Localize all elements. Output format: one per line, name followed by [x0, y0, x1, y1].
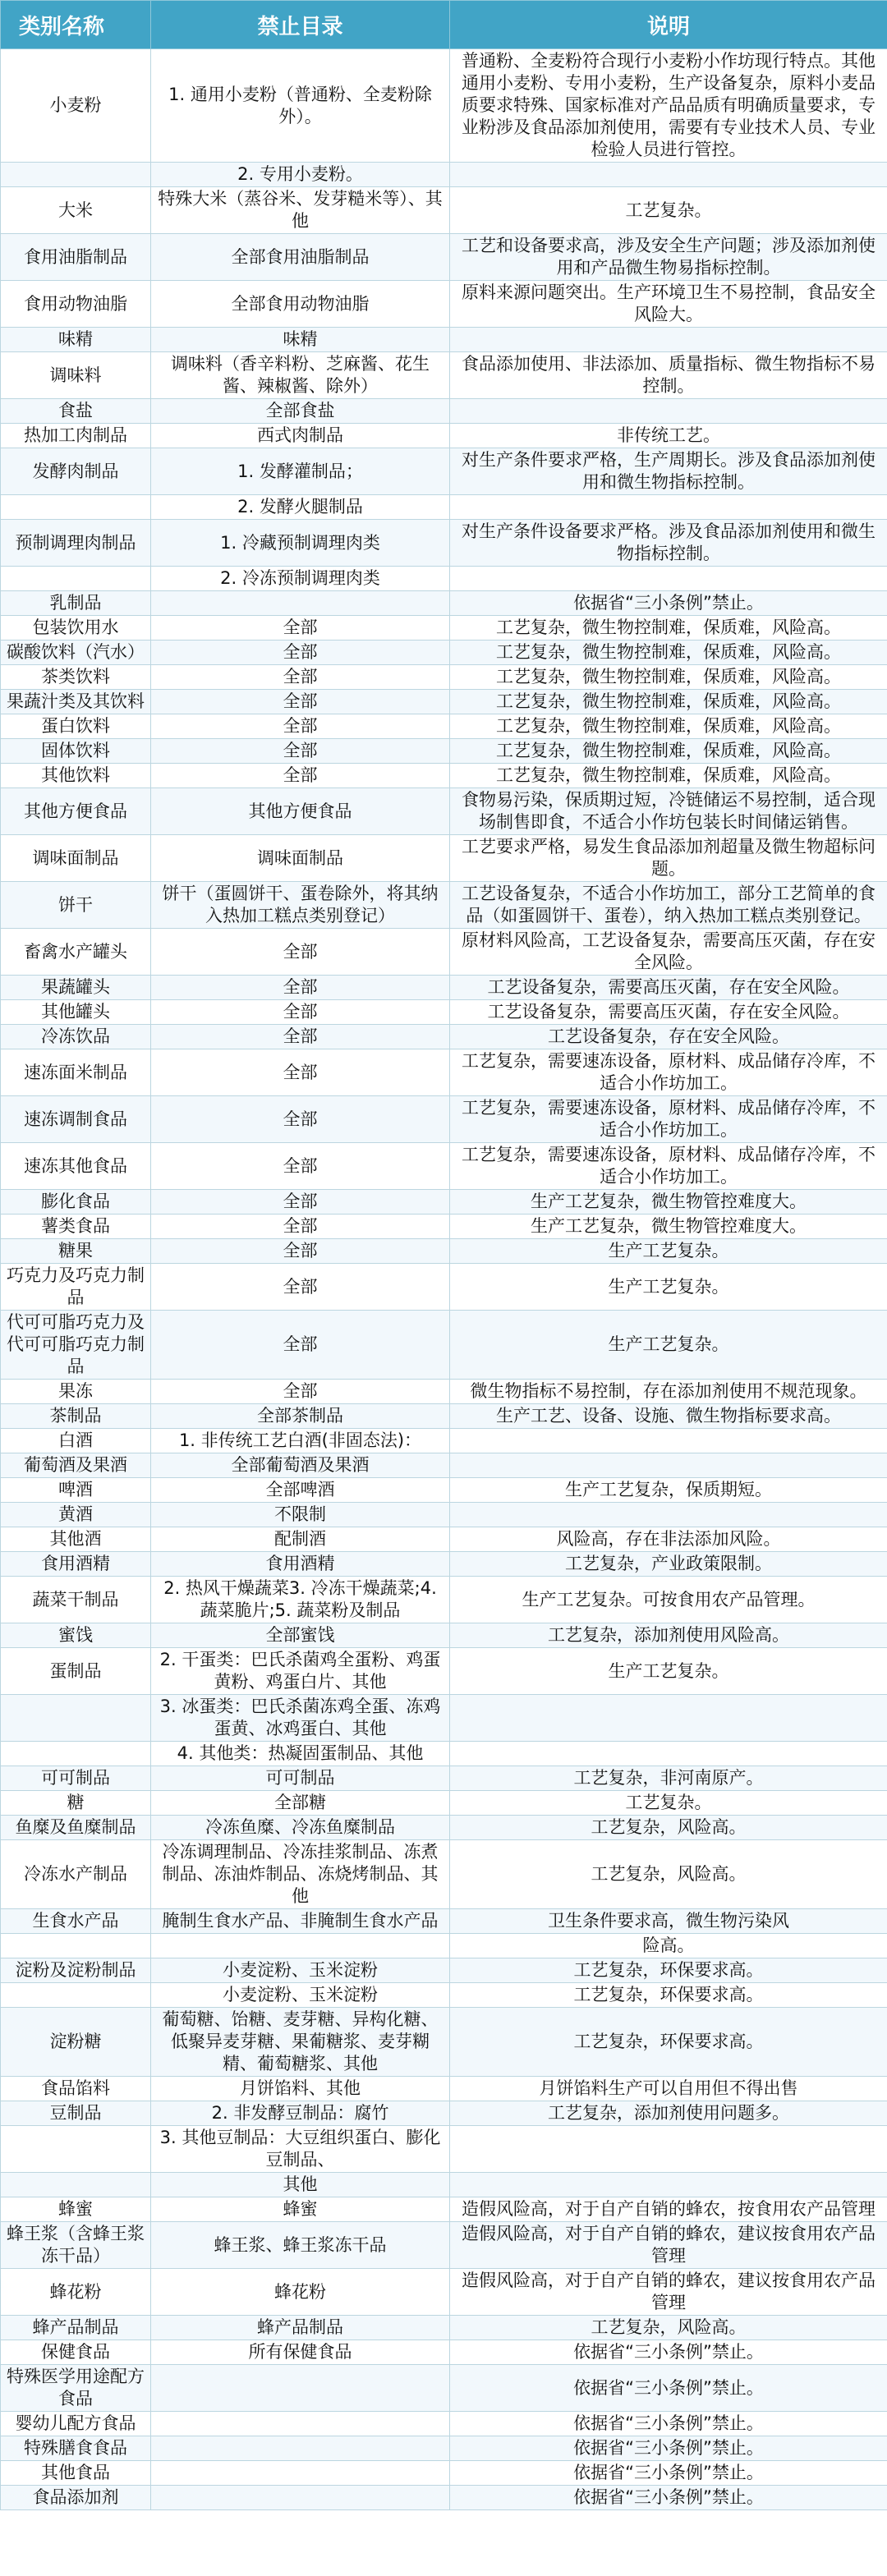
cell-category: 可可制品: [1, 1766, 151, 1791]
cell-prohibited: 蜂产品制品: [151, 2316, 450, 2340]
cell-explanation: [450, 1453, 887, 1478]
header-explanation: 说明: [450, 1, 887, 49]
table-row: [1, 2412, 887, 2436]
cell-prohibited: 月饼馅料、其他: [151, 2077, 450, 2101]
cell-prohibited: 全部糖: [151, 1791, 450, 1816]
table-row: [1, 641, 887, 665]
table-row: [1, 2101, 887, 2126]
cell-prohibited: 蜂王浆、蜂王浆冻干品: [151, 2222, 450, 2269]
cell-explanation: 工艺复杂，微生物控制难，保质难，风险高。: [450, 739, 887, 764]
cell-explanation: 依据省“三小条例”禁止。: [450, 2436, 887, 2461]
cell-category: 果冻: [1, 1380, 151, 1404]
cell-category: 鱼糜及鱼糜制品: [1, 1816, 151, 1840]
cell-category: 蜂产品制品: [1, 2316, 151, 2340]
cell-category: 饼干: [1, 882, 151, 929]
cell-prohibited: 全部: [151, 714, 450, 739]
cell-prohibited: 特殊大米（蒸谷米、发芽糙米等）、其他: [151, 187, 450, 234]
cell-prohibited: 全部: [151, 1215, 450, 1239]
table-row: [1, 1840, 887, 1909]
table-row: [1, 2008, 887, 2077]
cell-explanation: 依据省“三小条例”禁止。: [450, 2340, 887, 2365]
cell-category: 碳酸饮料（汽水）: [1, 641, 151, 665]
cell-prohibited: 小麦淀粉、玉米淀粉: [151, 1958, 450, 1983]
table-row: [1, 1695, 887, 1742]
cell-category: 其他饮料: [1, 764, 151, 788]
cell-category: [1, 2126, 151, 2173]
cell-prohibited: 1. 通用小麦粉（普通粉、全麦粉除外）。: [151, 49, 450, 163]
cell-explanation: [450, 2126, 887, 2173]
cell-explanation: [450, 163, 887, 187]
table-row: [1, 739, 887, 764]
cell-prohibited: 全部: [151, 665, 450, 690]
cell-explanation: 食品添加使用、非法添加、质量指标、微生物指标不易控制。: [450, 352, 887, 399]
cell-explanation: 工艺复杂，微生物控制难，保质难，风险高。: [450, 714, 887, 739]
table-row: [1, 1742, 887, 1766]
cell-explanation: 工艺复杂，微生物控制难，保质难，风险高。: [450, 641, 887, 665]
cell-prohibited: 全部: [151, 690, 450, 714]
cell-explanation: 生产工艺复杂，保质期短。: [450, 1478, 887, 1503]
table-row: [1, 714, 887, 739]
cell-explanation: 工艺复杂，环保要求高。: [450, 1958, 887, 1983]
cell-explanation: 生产工艺复杂，微生物管控难度大。: [450, 1190, 887, 1215]
cell-category: 蔬菜干制品: [1, 1577, 151, 1623]
cell-category: 淀粉糖: [1, 2008, 151, 2077]
cell-prohibited: 全部啤酒: [151, 1478, 450, 1503]
cell-prohibited: 不限制: [151, 1503, 450, 1527]
cell-explanation: [450, 1429, 887, 1453]
cell-explanation: 生产工艺复杂。: [450, 1648, 887, 1695]
cell-category: 速冻调制食品: [1, 1096, 151, 1143]
cell-category: 膨化食品: [1, 1190, 151, 1215]
table-row: [1, 1143, 887, 1190]
table-body: [1, 49, 887, 2510]
cell-explanation: 对生产条件要求严格，生产周期长。涉及食品添加剂使用和微生物指标控制。: [450, 448, 887, 495]
cell-prohibited: 蜂花粉: [151, 2269, 450, 2316]
cell-category: 黄酒: [1, 1503, 151, 1527]
cell-explanation: 工艺复杂，微生物控制难，保质难，风险高。: [450, 690, 887, 714]
cell-prohibited: 调味料（香辛料粉、芝麻酱、花生酱、辣椒酱、除外）: [151, 352, 450, 399]
cell-category: 食品添加剂: [1, 2486, 151, 2510]
cell-prohibited: 2. 发酵火腿制品: [151, 495, 450, 520]
cell-prohibited: [151, 2486, 450, 2510]
table-row: [1, 1264, 887, 1311]
cell-prohibited: [151, 591, 450, 616]
cell-category: 速冻其他食品: [1, 1143, 151, 1190]
cell-category: 冷冻水产制品: [1, 1840, 151, 1909]
cell-prohibited: 食用酒精: [151, 1552, 450, 1577]
table-row: [1, 616, 887, 641]
table-row: [1, 2126, 887, 2173]
cell-category: 食用油脂制品: [1, 234, 151, 281]
cell-explanation: 工艺复杂，非河南原产。: [450, 1766, 887, 1791]
table-row: [1, 764, 887, 788]
cell-prohibited: 全部蜜饯: [151, 1623, 450, 1648]
cell-prohibited: 2. 干蛋类：巴氏杀菌鸡全蛋粉、鸡蛋黄粉、鸡蛋白片、其他: [151, 1648, 450, 1695]
cell-category: 婴幼儿配方食品: [1, 2412, 151, 2436]
cell-prohibited: 冷冻调理制品、冷冻挂浆制品、冻煮制品、冻油炸制品、冻烧烤制品、其他: [151, 1840, 450, 1909]
cell-prohibited: [151, 2365, 450, 2412]
table-row: [1, 520, 887, 567]
table-row: [1, 976, 887, 1000]
table-row: [1, 1380, 887, 1404]
cell-category: 味精: [1, 328, 151, 352]
cell-prohibited: 可可制品: [151, 1766, 450, 1791]
cell-category: 小麦粉: [1, 49, 151, 163]
cell-category: 速冻面米制品: [1, 1049, 151, 1096]
cell-explanation: 工艺复杂，添加剂使用风险高。: [450, 1623, 887, 1648]
cell-category: 豆制品: [1, 2101, 151, 2126]
cell-category: [1, 1934, 151, 1958]
cell-category: 其他食品: [1, 2461, 151, 2486]
cell-explanation: [450, 1503, 887, 1527]
cell-prohibited: 味精: [151, 328, 450, 352]
cell-explanation: 工艺复杂，需要速冻设备，原材料、成品储存冷库，不适合小作坊加工。: [450, 1143, 887, 1190]
table-row: [1, 2486, 887, 2510]
table-row: [1, 1791, 887, 1816]
table-row: [1, 187, 887, 234]
cell-explanation: 生产工艺复杂，微生物管控难度大。: [450, 1215, 887, 1239]
cell-prohibited: 配制酒: [151, 1527, 450, 1552]
cell-explanation: 原材料风险高，工艺设备复杂，需要高压灭菌，存在安全风险。: [450, 929, 887, 976]
cell-category: 其他方便食品: [1, 788, 151, 835]
cell-category: 冷冻饮品: [1, 1025, 151, 1049]
cell-category: 糖: [1, 1791, 151, 1816]
cell-explanation: 工艺复杂，风险高。: [450, 1840, 887, 1909]
table-row: [1, 234, 887, 281]
cell-category: 糖果: [1, 1239, 151, 1264]
cell-category: 保健食品: [1, 2340, 151, 2365]
table-row: [1, 399, 887, 424]
cell-category: 淀粉及淀粉制品: [1, 1958, 151, 1983]
cell-prohibited: 全部: [151, 1025, 450, 1049]
cell-category: 葡萄酒及果酒: [1, 1453, 151, 1478]
cell-explanation: 工艺和设备要求高，涉及安全生产问题；涉及添加剂使用和产品微生物易指标控制。: [450, 234, 887, 281]
table-row: [1, 1816, 887, 1840]
cell-explanation: 工艺复杂，风险高。: [450, 1816, 887, 1840]
cell-explanation: 险高。: [450, 1934, 887, 1958]
table-row: [1, 929, 887, 976]
cell-category: 蜂蜜: [1, 2197, 151, 2222]
table-row: [1, 495, 887, 520]
cell-explanation: 依据省“三小条例”禁止。: [450, 2365, 887, 2412]
cell-category: 乳制品: [1, 591, 151, 616]
cell-category: 食盐: [1, 399, 151, 424]
table-row: [1, 2461, 887, 2486]
cell-category: 茶制品: [1, 1404, 151, 1429]
cell-category: 食用酒精: [1, 1552, 151, 1577]
cell-explanation: 工艺设备复杂，存在安全风险。: [450, 1025, 887, 1049]
cell-explanation: 普通粉、全麦粉符合现行小麦粉小作坊现行特点。其他通用小麦粉、专用小麦粉，生产设备复杂，原料小麦品质要求特殊、国家标准对产品品质有明确质量要求，专业粉涉及食品添加剂使用，需要有专业技术人员、专业检验人员进行管控。: [450, 49, 887, 163]
table-row: [1, 1934, 887, 1958]
cell-prohibited: 2. 专用小麦粉。: [151, 163, 450, 187]
cell-prohibited: 葡萄糖、饴糖、麦芽糖、异构化糖、低聚异麦芽糖、果葡糖浆、麦芽糊精、葡萄糖浆、其他: [151, 2008, 450, 2077]
cell-prohibited: 全部茶制品: [151, 1404, 450, 1429]
header-prohibited-list: 禁止目录: [151, 1, 450, 49]
cell-prohibited: 全部: [151, 976, 450, 1000]
cell-category: [1, 2173, 151, 2197]
table-row: [1, 567, 887, 591]
cell-prohibited: 全部: [151, 739, 450, 764]
cell-prohibited: 其他方便食品: [151, 788, 450, 835]
cell-explanation: 微生物指标不易控制，存在添加剂使用不规范现象。: [450, 1380, 887, 1404]
cell-category: 果蔬罐头: [1, 976, 151, 1000]
table-row: [1, 1096, 887, 1143]
cell-explanation: 依据省“三小条例”禁止。: [450, 2412, 887, 2436]
table-row: [1, 591, 887, 616]
cell-prohibited: [151, 1934, 450, 1958]
cell-category: 大米: [1, 187, 151, 234]
cell-prohibited: 全部: [151, 1143, 450, 1190]
table-row: [1, 1552, 887, 1577]
table-row: [1, 1983, 887, 2008]
cell-explanation: 月饼馅料生产可以自用但不得出售: [450, 2077, 887, 2101]
cell-category: 蜂王浆（含蜂王浆冻干品）: [1, 2222, 151, 2269]
cell-explanation: 工艺设备复杂，不适合小作坊加工，部分工艺简单的食品（如蛋圆饼干、蛋卷），纳入热加工糕点类别登记。: [450, 882, 887, 929]
cell-prohibited: 西式肉制品: [151, 424, 450, 448]
cell-category: 蜂花粉: [1, 2269, 151, 2316]
table-row: [1, 1025, 887, 1049]
cell-prohibited: 全部: [151, 1190, 450, 1215]
cell-explanation: 依据省“三小条例”禁止。: [450, 2486, 887, 2510]
cell-category: 巧克力及巧克力制品: [1, 1264, 151, 1311]
table-row: [1, 424, 887, 448]
cell-category: 调味面制品: [1, 835, 151, 882]
cell-explanation: 风险高，存在非法添加风险。: [450, 1527, 887, 1552]
header-category: 类别名称: [1, 1, 151, 49]
cell-category: 预制调理肉制品: [1, 520, 151, 567]
table-row: [1, 2222, 887, 2269]
table-row: [1, 1049, 887, 1096]
cell-explanation: 造假风险高，对于自产自销的蜂农，按食用农产品管理: [450, 2197, 887, 2222]
table-row: [1, 1000, 887, 1025]
table-row: [1, 2436, 887, 2461]
cell-category: [1, 1742, 151, 1766]
table-row: [1, 1527, 887, 1552]
cell-prohibited: [151, 2461, 450, 2486]
cell-prohibited: 全部: [151, 1049, 450, 1096]
cell-category: 包装饮用水: [1, 616, 151, 641]
cell-category: 畜禽水产罐头: [1, 929, 151, 976]
cell-explanation: 造假风险高，对于自产自销的蜂农，建议按食用农产品管理: [450, 2222, 887, 2269]
cell-explanation: 造假风险高，对于自产自销的蜂农，建议按食用农产品管理: [450, 2269, 887, 2316]
cell-prohibited: 1. 发酵灌制品；: [151, 448, 450, 495]
cell-prohibited: 蜂蜜: [151, 2197, 450, 2222]
cell-prohibited: 全部: [151, 1380, 450, 1404]
cell-explanation: 非传统工艺。: [450, 424, 887, 448]
cell-prohibited: 全部: [151, 1311, 450, 1380]
cell-category: 茶类饮料: [1, 665, 151, 690]
cell-prohibited: 全部食用动物油脂: [151, 281, 450, 328]
cell-prohibited: 所有保健食品: [151, 2340, 450, 2365]
table-row: [1, 281, 887, 328]
cell-prohibited: 腌制生食水产品、非腌制生食水产品: [151, 1909, 450, 1934]
table-row: [1, 1453, 887, 1478]
table-row: [1, 163, 887, 187]
table-row: [1, 2077, 887, 2101]
table-row: [1, 1311, 887, 1380]
table-row: [1, 1478, 887, 1503]
cell-prohibited: 小麦淀粉、玉米淀粉: [151, 1983, 450, 2008]
cell-prohibited: 全部: [151, 1000, 450, 1025]
cell-explanation: [450, 1695, 887, 1742]
cell-explanation: 工艺设备复杂，需要高压灭菌，存在安全风险。: [450, 1000, 887, 1025]
table-row: [1, 2316, 887, 2340]
table-row: [1, 1909, 887, 1934]
cell-explanation: [450, 1742, 887, 1766]
cell-category: 特殊膳食食品: [1, 2436, 151, 2461]
table-row: [1, 835, 887, 882]
cell-category: 蛋白饮料: [1, 714, 151, 739]
cell-explanation: 工艺复杂，环保要求高。: [450, 2008, 887, 2077]
cell-prohibited: 调味面制品: [151, 835, 450, 882]
table-row: [1, 1958, 887, 1983]
cell-category: 薯类食品: [1, 1215, 151, 1239]
cell-prohibited: 1. 冷藏预制调理肉类: [151, 520, 450, 567]
table-row: [1, 1623, 887, 1648]
cell-prohibited: 全部: [151, 764, 450, 788]
cell-prohibited: [151, 2436, 450, 2461]
table-row: [1, 1766, 887, 1791]
cell-prohibited: 3. 其他豆制品：大豆组织蛋白、膨化豆制品、: [151, 2126, 450, 2173]
cell-explanation: 食物易污染，保质期过短，冷链储运不易控制，适合现场制售即食，不适合小作坊包装长时间储运销售。: [450, 788, 887, 835]
cell-category: 其他罐头: [1, 1000, 151, 1025]
cell-explanation: [450, 399, 887, 424]
cell-explanation: 生产工艺复杂。: [450, 1239, 887, 1264]
cell-explanation: [450, 495, 887, 520]
cell-category: 发酵肉制品: [1, 448, 151, 495]
cell-explanation: 工艺复杂，产业政策限制。: [450, 1552, 887, 1577]
cell-explanation: 生产工艺、设备、设施、微生物指标要求高。: [450, 1404, 887, 1429]
table-row: [1, 1577, 887, 1623]
cell-explanation: 工艺复杂，需要速冻设备，原材料、成品储存冷库，不适合小作坊加工。: [450, 1096, 887, 1143]
table-row: [1, 882, 887, 929]
table-row: [1, 1404, 887, 1429]
cell-category: 固体饮料: [1, 739, 151, 764]
cell-category: [1, 567, 151, 591]
cell-explanation: 工艺复杂。: [450, 187, 887, 234]
cell-prohibited: 全部食盐: [151, 399, 450, 424]
table-row: [1, 2173, 887, 2197]
table-row: [1, 690, 887, 714]
table-row: [1, 49, 887, 163]
table-row: [1, 328, 887, 352]
cell-category: 白酒: [1, 1429, 151, 1453]
cell-explanation: 依据省“三小条例”禁止。: [450, 591, 887, 616]
cell-explanation: 工艺复杂。: [450, 1791, 887, 1816]
cell-category: 热加工肉制品: [1, 424, 151, 448]
cell-explanation: 工艺复杂，需要速冻设备，原材料、成品储存冷库，不适合小作坊加工。: [450, 1049, 887, 1096]
cell-explanation: 工艺复杂，微生物控制难，保质难，风险高。: [450, 665, 887, 690]
cell-prohibited: 3. 冰蛋类：巴氏杀菌冻鸡全蛋、冻鸡蛋黄、冰鸡蛋白、其他: [151, 1695, 450, 1742]
cell-prohibited: 全部食用油脂制品: [151, 234, 450, 281]
cell-category: [1, 1695, 151, 1742]
cell-category: 其他酒: [1, 1527, 151, 1552]
table-row: [1, 352, 887, 399]
cell-category: 蜜饯: [1, 1623, 151, 1648]
cell-explanation: 对生产条件设备要求严格。涉及食品添加剂使用和微生物指标控制。: [450, 520, 887, 567]
cell-category: 啤酒: [1, 1478, 151, 1503]
cell-category: 食品馅料: [1, 2077, 151, 2101]
table-row: [1, 1648, 887, 1695]
cell-category: [1, 1983, 151, 2008]
cell-prohibited: 1. 非传统工艺白酒(非固态法)：: [151, 1429, 450, 1453]
table-row: [1, 1429, 887, 1453]
cell-category: 生食水产品: [1, 1909, 151, 1934]
cell-explanation: 工艺要求严格，易发生食品添加剂超量及微生物超标问题。: [450, 835, 887, 882]
cell-prohibited: 2. 非发酵豆制品：腐竹: [151, 2101, 450, 2126]
cell-prohibited: 全部: [151, 1239, 450, 1264]
table-row: [1, 1239, 887, 1264]
cell-prohibited: 4. 其他类：热凝固蛋制品、其他: [151, 1742, 450, 1766]
cell-prohibited: 2. 热风干燥蔬菜3. 冷冻干燥蔬菜;4. 蔬菜脆片;5. 蔬菜粉及制品: [151, 1577, 450, 1623]
cell-explanation: 生产工艺复杂。可按食用农产品管理。: [450, 1577, 887, 1623]
cell-explanation: [450, 567, 887, 591]
cell-category: [1, 495, 151, 520]
cell-explanation: 工艺复杂，微生物控制难，保质难，风险高。: [450, 764, 887, 788]
cell-explanation: 工艺设备复杂，需要高压灭菌，存在安全风险。: [450, 976, 887, 1000]
cell-prohibited: 全部: [151, 641, 450, 665]
table-row: [1, 665, 887, 690]
table-row: [1, 1503, 887, 1527]
cell-explanation: 工艺复杂，添加剂使用问题多。: [450, 2101, 887, 2126]
cell-explanation: 卫生条件要求高，微生物污染风: [450, 1909, 887, 1934]
cell-prohibited: 其他: [151, 2173, 450, 2197]
cell-category: 调味料: [1, 352, 151, 399]
table-row: [1, 1190, 887, 1215]
cell-category: [1, 163, 151, 187]
cell-prohibited: 全部: [151, 1096, 450, 1143]
table-row: [1, 2365, 887, 2412]
cell-explanation: 生产工艺复杂。: [450, 1264, 887, 1311]
table-row: [1, 1215, 887, 1239]
cell-prohibited: 全部: [151, 1264, 450, 1311]
cell-category: 特殊医学用途配方食品: [1, 2365, 151, 2412]
table-row: [1, 2197, 887, 2222]
cell-prohibited: [151, 2412, 450, 2436]
cell-prohibited: 全部葡萄酒及果酒: [151, 1453, 450, 1478]
table-row: [1, 2269, 887, 2316]
cell-prohibited: 2. 冷冻预制调理肉类: [151, 567, 450, 591]
cell-explanation: 原料来源问题突出。生产环境卫生不易控制，食品安全风险大。: [450, 281, 887, 328]
cell-category: 果蔬汁类及其饮料: [1, 690, 151, 714]
table-row: [1, 2340, 887, 2365]
cell-explanation: [450, 328, 887, 352]
table-header-row: [1, 1, 887, 49]
cell-explanation: [450, 2173, 887, 2197]
cell-explanation: 工艺复杂，环保要求高。: [450, 1983, 887, 2008]
cell-explanation: 生产工艺复杂。: [450, 1311, 887, 1380]
cell-prohibited: 饼干（蛋圆饼干、蛋卷除外，将其纳入热加工糕点类别登记）: [151, 882, 450, 929]
cell-explanation: 工艺复杂，微生物控制难，保质难，风险高。: [450, 616, 887, 641]
cell-explanation: 依据省“三小条例”禁止。: [450, 2461, 887, 2486]
cell-category: 食用动物油脂: [1, 281, 151, 328]
cell-category: 蛋制品: [1, 1648, 151, 1695]
table-row: [1, 788, 887, 835]
table-row: [1, 448, 887, 495]
cell-explanation: 工艺复杂，风险高。: [450, 2316, 887, 2340]
cell-prohibited: 全部: [151, 929, 450, 976]
cell-prohibited: 全部: [151, 616, 450, 641]
cell-prohibited: 冷冻鱼糜、冷冻鱼糜制品: [151, 1816, 450, 1840]
cell-category: 代可可脂巧克力及代可可脂巧克力制品: [1, 1311, 151, 1380]
